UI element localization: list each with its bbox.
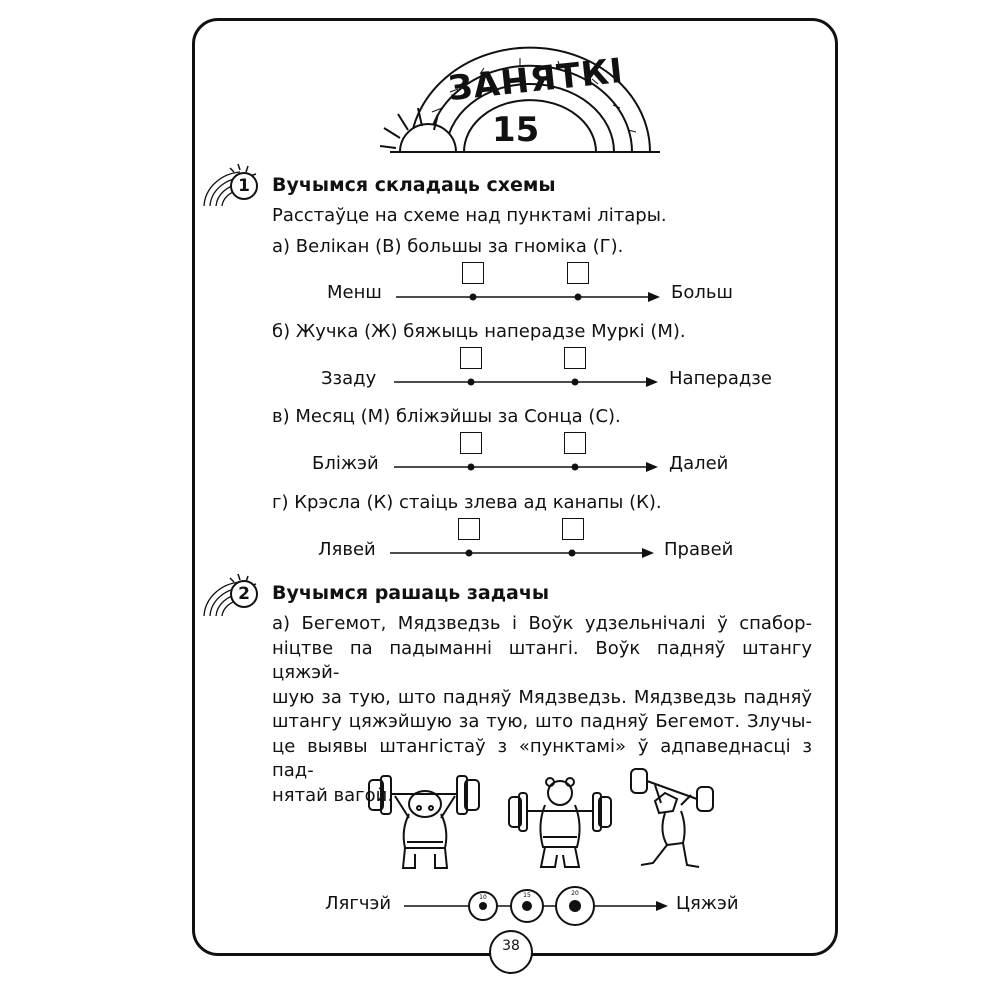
answer-box[interactable] <box>567 262 589 284</box>
task-instruction: Расстаўце на схеме над пунктамі літары. <box>272 205 667 226</box>
weight-plate-label: 10 <box>479 894 487 901</box>
answer-box[interactable] <box>458 518 480 540</box>
weight-plate-icon <box>466 890 500 922</box>
problem-line: це выявы штангістаў з «пунктамі» ў адпаведнасці з пад- <box>272 735 812 781</box>
scale-right-label: Правей <box>664 539 734 560</box>
answer-box[interactable] <box>564 347 586 369</box>
scale-left-label: Ззаду <box>321 368 377 389</box>
bear-weightlifter-illustration <box>505 775 615 875</box>
answer-box[interactable] <box>562 518 584 540</box>
scale-arrow-line <box>394 460 658 474</box>
problem-line: шую за тую, што падняў Мядзведзь. Мядзведзь падняў <box>272 686 812 708</box>
task-item-text: б) Жучка (Ж) бяжыць наперадзе Муркі (М). <box>272 321 686 342</box>
section-number-badge: 1 <box>230 172 258 200</box>
answer-box[interactable] <box>564 432 586 454</box>
scale-right-label: Больш <box>671 282 733 303</box>
weight-plate-icon <box>508 887 546 925</box>
problem-line: ніцтве па падыманні штангі. Воўк падняў штангу цяжэй- <box>272 637 812 683</box>
weight-plate-label: 15 <box>523 892 531 899</box>
scale-left-label: Лявей <box>318 539 376 560</box>
weight-plate-icon <box>553 884 597 928</box>
task-item-text: в) Месяц (М) бліжэйшы за Сонца (С). <box>272 406 621 427</box>
scale-arrow-line <box>396 290 660 304</box>
answer-box[interactable] <box>460 347 482 369</box>
problem-line: а) Бегемот, Мядзведзь і Воўк удзельнічалі ў спабор- <box>272 613 812 634</box>
scale-left-label: Бліжэй <box>312 453 379 474</box>
scale-right-label: Цяжэй <box>676 893 739 914</box>
answer-box[interactable] <box>460 432 482 454</box>
scale-right-label: Наперадзе <box>669 368 772 389</box>
hippo-weightlifter-illustration <box>365 770 485 875</box>
scale-left-label: Лягчэй <box>325 893 392 914</box>
scale-right-label: Далей <box>669 453 729 474</box>
problem-line: нятай вагой. <box>272 784 394 806</box>
scale-arrow-line <box>390 546 654 560</box>
section-title: Вучымся рашаць задачы <box>272 582 550 604</box>
wolf-weightlifter-illustration <box>625 765 725 875</box>
task-item-text: а) Велікан (В) большы за гноміка (Г). <box>272 236 624 257</box>
scale-arrow-line <box>394 375 658 389</box>
section-title: Вучымся складаць схемы <box>272 174 556 196</box>
scale-left-label: Менш <box>327 282 382 303</box>
task-item-text: г) Крэсла (К) стаіць злева ад канапы (К). <box>272 492 662 513</box>
page-number: 38 <box>489 930 533 974</box>
problem-line: штангу цяжэйшую за тую, што падняў Бегемот. Злучы- <box>272 711 812 732</box>
answer-box[interactable] <box>462 262 484 284</box>
weight-plate-label: 20 <box>571 890 579 897</box>
section-number-badge: 2 <box>230 580 258 608</box>
lesson-title: ЗАНЯТКІ <box>446 50 626 110</box>
lesson-number: 15 <box>492 110 540 150</box>
